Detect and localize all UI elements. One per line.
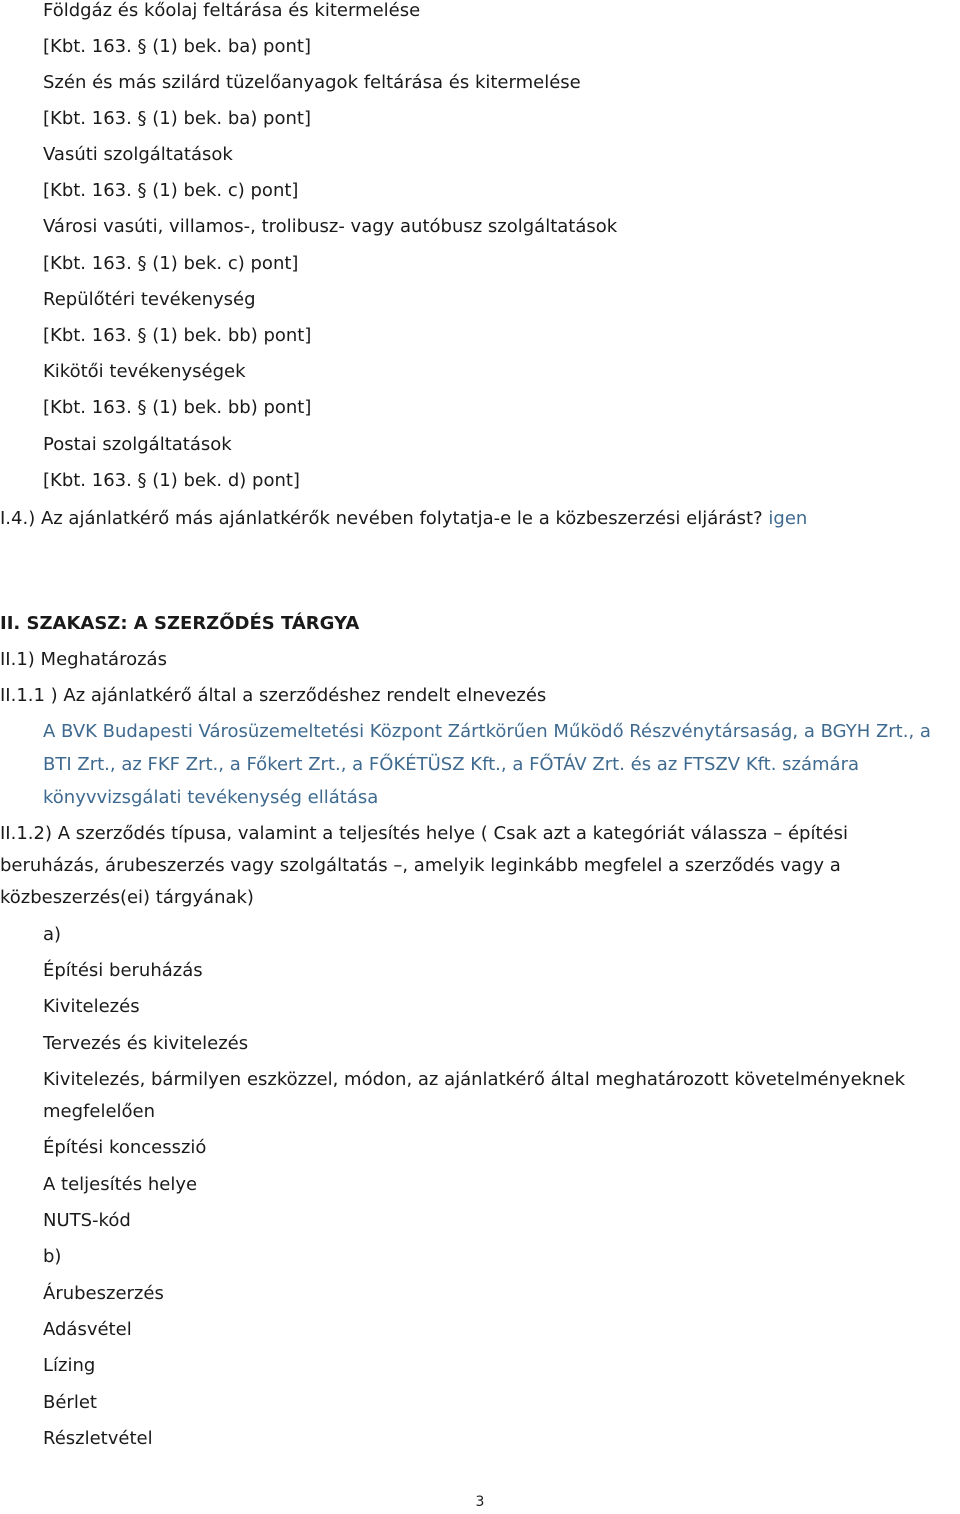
activity-name: Repülőtéri tevékenység [43, 289, 256, 310]
option-item: NUTS-kód [43, 1210, 131, 1231]
option-letter: b) [43, 1246, 62, 1267]
activity-name: Postai szolgáltatások [43, 434, 232, 455]
contract-name-line: könyvvizsgálati tevékenység ellátása [43, 787, 379, 808]
section-heading: II. SZAKASZ: A SZERZŐDÉS TÁRGYA [0, 613, 360, 634]
activity-name: Városi vasúti, villamos-, trolibusz- vagy autóbusz szolgáltatások [43, 216, 618, 237]
i4-question: I.4.) Az ajánlatkérő más ajánlatkérők nevében folytatja-e le a közbeszerzési eljárást? [0, 508, 763, 529]
option-item: Adásvétel [43, 1319, 132, 1340]
option-item: megfelelően [43, 1101, 156, 1122]
page-number: 3 [475, 1494, 485, 1510]
option-letter: a) [43, 924, 62, 945]
legal-reference: [Kbt. 163. § (1) bek. bb) pont] [43, 397, 312, 418]
contract-name-line: A BVK Budapesti Városüzemeltetési Központ Zártkörűen Működő Részvénytársaság, a BGYH Zrt., a [43, 721, 931, 742]
option-item: Tervezés és kivitelezés [43, 1033, 249, 1054]
legal-reference: [Kbt. 163. § (1) bek. c) pont] [43, 180, 299, 201]
legal-reference: [Kbt. 163. § (1) bek. d) pont] [43, 470, 300, 491]
contract-name-label: II.1.1 ) Az ajánlatkérő által a szerződéshez rendelt elnevezés [0, 685, 547, 706]
option-item: A teljesítés helye [43, 1174, 198, 1195]
option-item: Árubeszerzés [43, 1283, 164, 1304]
contract-type-line: közbeszerzés(ei) tárgyának) [0, 887, 254, 908]
subsection-title: II.1) Meghatározás [0, 649, 167, 670]
option-item: Részletvétel [43, 1428, 153, 1449]
option-item: Bérlet [43, 1392, 97, 1413]
option-item: Lízing [43, 1355, 96, 1376]
activity-name: Vasúti szolgáltatások [43, 144, 233, 165]
activity-name: Szén és más szilárd tüzelőanyagok feltárása és kitermelése [43, 72, 581, 93]
i4-answer: igen [768, 508, 808, 529]
legal-reference: [Kbt. 163. § (1) bek. bb) pont] [43, 325, 312, 346]
option-item: Kivitelezés, bármilyen eszközzel, módon, az ajánlatkérő által meghatározott követelményeknek [43, 1069, 906, 1090]
legal-reference: [Kbt. 163. § (1) bek. ba) pont] [43, 36, 311, 57]
activity-name: Kikötői tevékenységek [43, 361, 246, 382]
activity-name: Földgáz és kőolaj feltárása és kitermelése [43, 0, 421, 21]
option-item: Kivitelezés [43, 996, 140, 1017]
legal-reference: [Kbt. 163. § (1) bek. ba) pont] [43, 108, 311, 129]
contract-type-line: beruházás, árubeszerzés vagy szolgáltatás –, amelyik leginkább megfelel a szerződés vagy a [0, 855, 841, 876]
option-item: Építési beruházás [43, 960, 203, 981]
legal-reference: [Kbt. 163. § (1) bek. c) pont] [43, 253, 299, 274]
contract-type-line: II.1.2) A szerződés típusa, valamint a teljesítés helye ( Csak azt a kategóriát válassza – építési [0, 823, 848, 844]
option-item: Építési koncesszió [43, 1137, 207, 1158]
contract-name-line: BTI Zrt., az FKF Zrt., a Főkert Zrt., a FŐKÉTÜSZ Kft., a FŐTÁV Zrt. és az FTSZV Kft. számára [43, 754, 860, 775]
i4-row [0, 507, 807, 531]
